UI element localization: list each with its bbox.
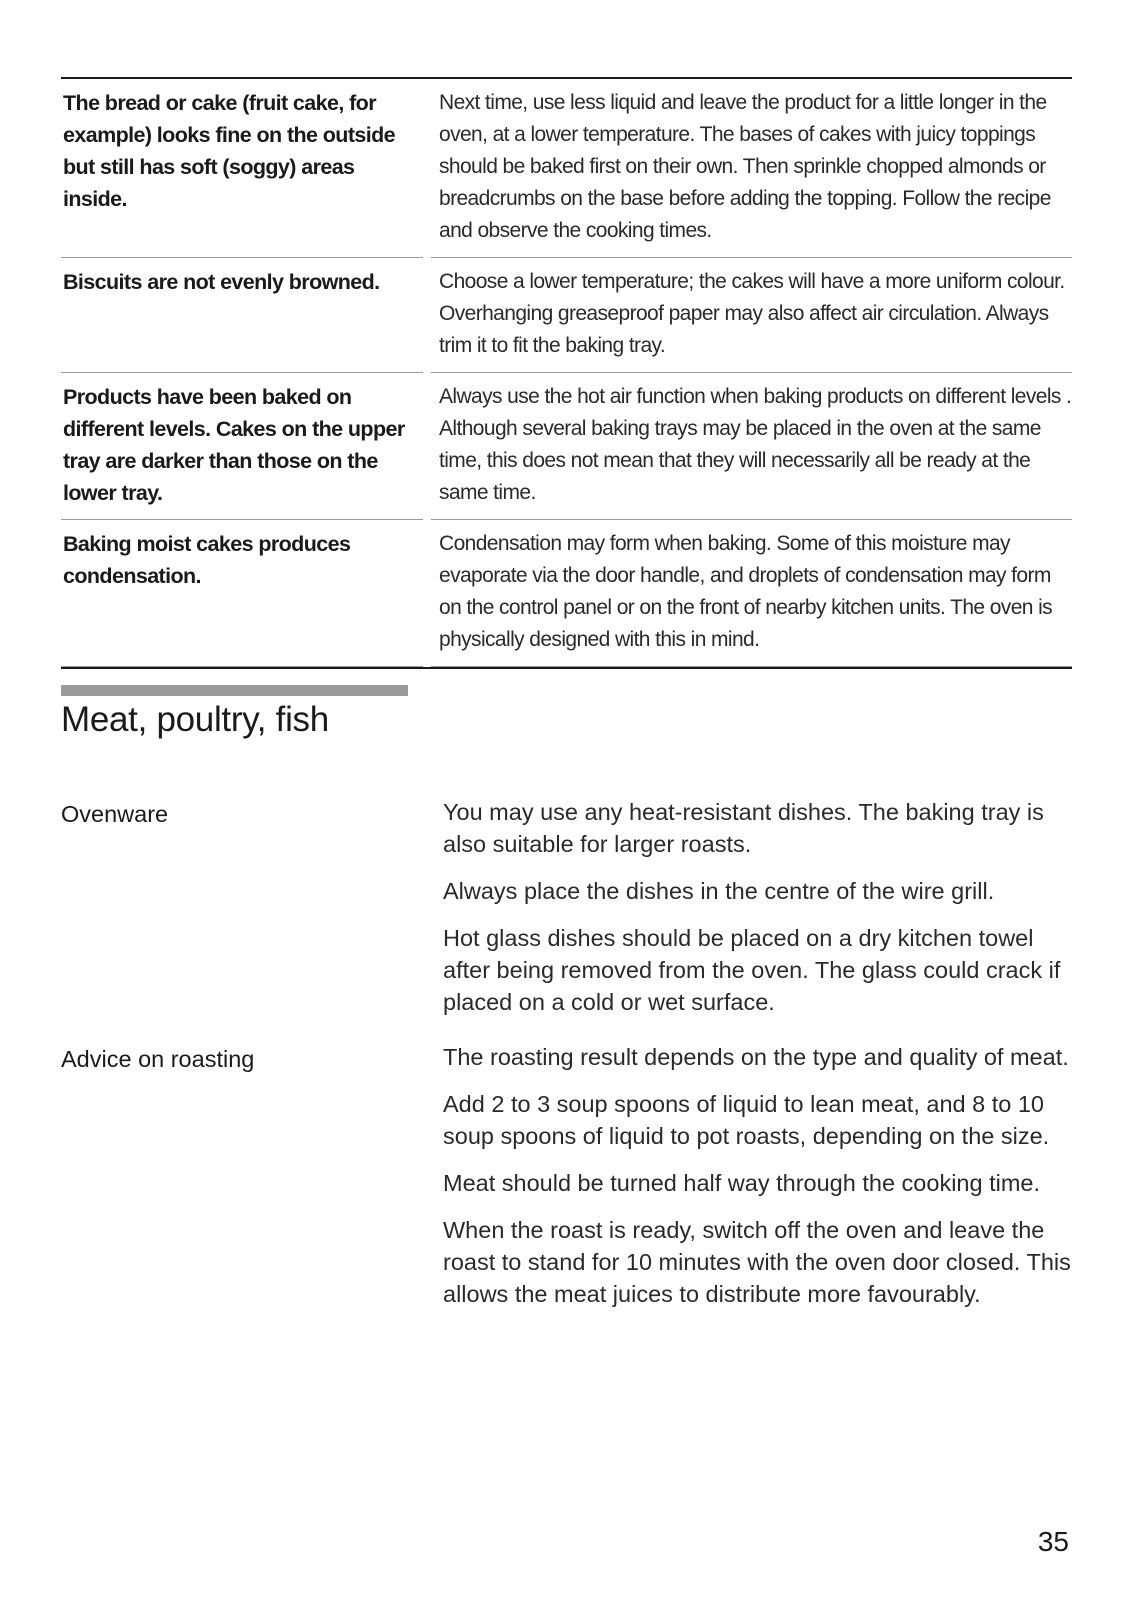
troubleshooting-row: [61, 520, 1072, 667]
topic-ovenware: [61, 796, 1072, 1033]
paragraph: Hot glass dishes should be placed on a dry kitchen towel after being removed from the oven. The glass could crack if placed on a cold or wet surface.: [443, 925, 1061, 1015]
troubleshooting-row: [61, 258, 1072, 373]
problem-cell: Products have been baked on different levels. Cakes on the upper tray are darker than those on the lower tray.: [61, 373, 423, 520]
topic-label: Advice on roasting: [61, 1046, 255, 1072]
remedy-cell: Always use the hot air function when baking products on different levels . Although several baking trays may be placed in the oven at the same time, this does not mean that they will necessarily all be ready at the same time.: [431, 373, 1072, 520]
paragraph: Always place the dishes in the centre of the wire grill.: [443, 878, 995, 904]
troubleshooting-table: [61, 77, 1072, 669]
problem-cell: The bread or cake (fruit cake, for example) looks fine on the outside but still has soft (soggy) areas inside.: [61, 79, 423, 258]
paragraph: Add 2 to 3 soup spoons of liquid to lean meat, and 8 to 10 soup spoons of liquid to pot roasts, depending on the size.: [443, 1091, 1050, 1149]
topic-body: [443, 1041, 1072, 1325]
problem-cell: Baking moist cakes produces condensation.: [61, 520, 423, 667]
page-number: 35: [1037, 1526, 1069, 1557]
troubleshooting-row: [61, 79, 1072, 258]
troubleshooting-row: [61, 373, 1072, 520]
remedy-cell: Next time, use less liquid and leave the product for a little longer in the oven, at a lower temperature. The bases of cakes with juicy toppings should be baked first on their own. Then sprinkle chopped almonds or breadcrumbs on the base before adding the topping. Follow the recipe and observe the cooking times.: [431, 79, 1072, 258]
paragraph: Meat should be turned half way through the cooking time.: [443, 1170, 1041, 1196]
topic-label: Ovenware: [61, 801, 169, 827]
topic-advice-on-roasting: [61, 1041, 1072, 1325]
table-bottom-rule: [61, 667, 1072, 669]
remedy-cell: Choose a lower temperature; the cakes will have a more uniform colour. Overhanging greaseproof paper may also affect air circulation. Always trim it to fit the baking tray.: [431, 258, 1072, 373]
remedy-cell: Condensation may form when baking. Some of this moisture may evaporate via the door handle, and droplets of condensation may form on the control panel or on the front of nearby kitchen units. The oven is physically designed with this in mind.: [431, 520, 1072, 667]
section-title: Meat, poultry, fish: [61, 700, 329, 739]
topic-body: [443, 796, 1072, 1033]
paragraph: When the roast is ready, switch off the oven and leave the roast to stand for 10 minutes with the oven door closed. This allows the meat juices to distribute more favourably.: [443, 1217, 1071, 1307]
paragraph: You may use any heat-resistant dishes. The baking tray is also suitable for larger roasts.: [443, 799, 1044, 857]
problem-cell: Biscuits are not evenly browned.: [61, 258, 423, 373]
section-divider-bar: [61, 685, 408, 696]
paragraph: The roasting result depends on the type and quality of meat.: [443, 1044, 1069, 1070]
